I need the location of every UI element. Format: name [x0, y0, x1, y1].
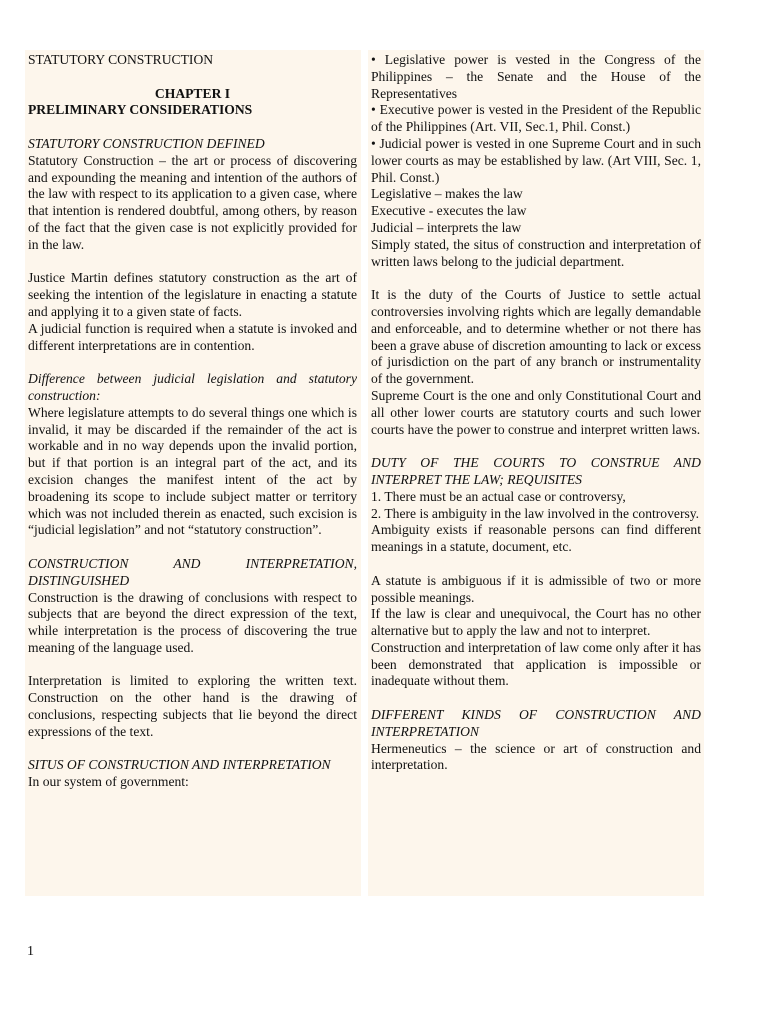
line-legislative: Legislative – makes the law — [371, 186, 523, 202]
heading-construction-interpretation-distinguished: CONSTRUCTION AND INTERPRETATION, DISTINGUISHED — [28, 555, 357, 588]
requisite-1: 1. There must be an actual case or controversy, — [371, 488, 626, 504]
page-number: 1 — [27, 944, 34, 959]
paragraph-construction-only-after: Construction and interpretation of law come only after it has been demonstrated that application is impossible or inadequate without them. — [371, 639, 701, 689]
paragraph-construction: Construction is the drawing of conclusions with respect to subjects that are beyond the direct expression of the text, while interpretation is the process of discovering the true meaning of the language used. — [28, 589, 357, 655]
heading-situs: SITUS OF CONSTRUCTION AND INTERPRETATION — [28, 757, 331, 773]
paragraph-system-of-government: In our system of government: — [28, 774, 189, 790]
right-column — [368, 50, 704, 896]
paragraph-justice-martin: Justice Martin defines statutory construction as the art of seeking the intention of the legislature in enacting a statute and applying it to a given state of facts. — [28, 270, 357, 319]
paragraph-ambiguity-exists: Ambiguity exists if reasonable persons can find different meanings in a statute, document, etc. — [371, 522, 701, 555]
paragraph-supreme-court: Supreme Court is the one and only Constitutional Court and all other lower courts are statutory courts and such lower courts have the power to construe and interpret written laws. — [371, 387, 701, 437]
paragraph-judicial-legislation: Where legislature attempts to do several things one which is invalid, it may be discarded if the remainder of the act is workable and in no way depends upon the invalid portion, but if that portion is an integral part of the act, and its excision changes the manifest intent of the act by broadening its scope to include subject matter or territory which was not included therein as enacted, such excision is “judicial legislation” and not “statutory construction”. — [28, 404, 357, 538]
left-column — [25, 50, 361, 896]
requisite-2: 2. There is ambiguity in the law involved in the controversy. — [371, 505, 700, 521]
heading-different-kinds: DIFFERENT KINDS OF CONSTRUCTION AND INTERPRETATION — [371, 707, 701, 739]
line-judicial: Judicial – interprets the law — [371, 219, 522, 235]
bullet-legislative-power: • Legislative power is vested in the Congress of the Philippines – the Senate and the House of the Representatives — [371, 52, 701, 101]
chapter-number: CHAPTER I — [154, 85, 231, 101]
paragraph-interpretation: Interpretation is limited to exploring the written text. Construction on the other hand is the drawing of conclusions, respecting subjects that lie beyond the direct expressions of the text. — [28, 673, 357, 739]
paragraph-law-clear: If the law is clear and unequivocal, the Court has no other alternative but to apply the law and not to interpret. — [371, 606, 701, 639]
bullet-judicial-power: • Judicial power is vested in one Supreme Court and in such lower courts as may be established by law. (Art VIII, Sec. 1, Phil. Const.) — [371, 135, 701, 185]
line-executive: Executive - executes the law — [371, 203, 527, 219]
heading-duty-requisites: DUTY OF THE COURTS TO CONSTRUE AND INTERPRET THE LAW; REQUISITES — [371, 455, 701, 487]
bullet-executive-power: • Executive power is vested in the President of the Republic of the Philippines (Art. VII, Sec.1, Phil. Const.) — [371, 102, 701, 135]
paragraph-hermeneutics: Hermeneutics – the science or art of construction and interpretation. — [371, 740, 701, 773]
paragraph-statute-ambiguous: A statute is ambiguous if it is admissible of two or more possible meanings. — [371, 572, 701, 605]
heading-statutory-construction-defined: STATUTORY CONSTRUCTION DEFINED — [28, 135, 265, 151]
paragraph-simply-stated: Simply stated, the situs of construction and interpretation of written laws belong to the judicial department. — [371, 236, 701, 269]
document-title: STATUTORY CONSTRUCTION — [28, 52, 214, 67]
paragraph-duty-of-courts: It is the duty of the Courts of Justice to settle actual controversies involving rights which are legally demandable and enforceable, and to determine whether or not there has been a grave abuse of discretion amounting to lack or excess of jurisdiction on the part of any branch or instrumentality of the government. — [371, 287, 701, 387]
paragraph-definition: Statutory Construction – the art or process of discovering and expounding the meaning and intention of the authors of the law with respect to its application to a given case, where that intention is rendered doubtful, among others, by reason of the fact that the given case is not explicitly provided for in the law. — [28, 152, 357, 252]
paragraph-judicial-function: A judicial function is required when a statute is invoked and different interpretations are in contention. — [28, 320, 357, 353]
heading-judicial-legislation-difference: Difference between judicial legislation and statutory construction: — [28, 371, 357, 403]
chapter-title: PRELIMINARY CONSIDERATIONS — [28, 102, 253, 118]
